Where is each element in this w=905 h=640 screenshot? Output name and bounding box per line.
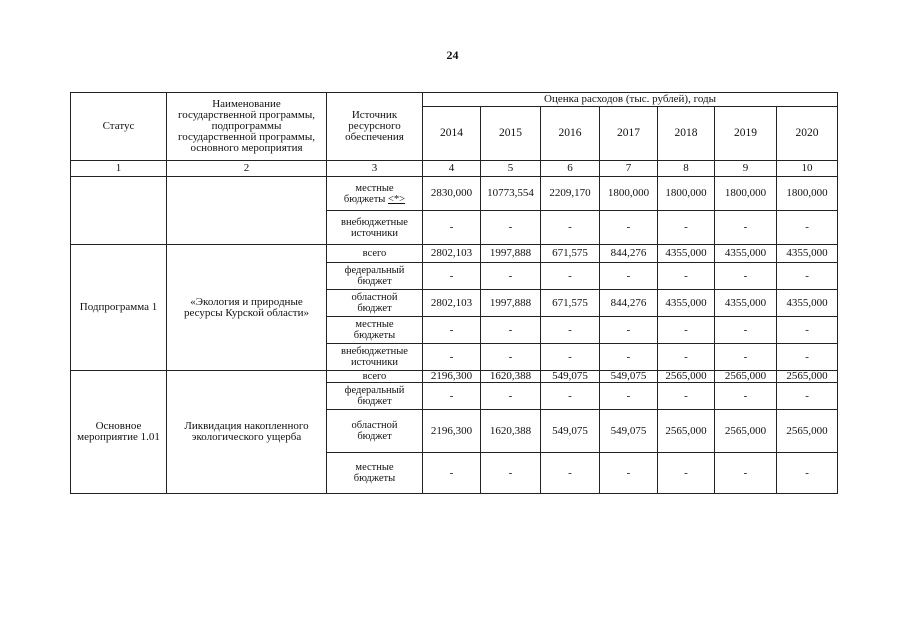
- program-name-line: экологического ущерба: [191, 431, 302, 443]
- value-cell: -: [777, 211, 838, 245]
- header-year: 2017: [600, 107, 658, 161]
- value-cell: 549,075: [600, 410, 658, 453]
- value-cell: -: [541, 211, 600, 245]
- value-cell: -: [715, 211, 777, 245]
- source-cell: [327, 177, 423, 211]
- source-line: местные: [355, 462, 394, 473]
- source-line: местные: [355, 319, 394, 330]
- value-cell: 2565,000: [658, 371, 715, 383]
- value-cell: -: [423, 211, 481, 245]
- column-number: 10: [777, 161, 838, 177]
- header-name-line: Наименование: [212, 98, 281, 110]
- column-number: 9: [715, 161, 777, 177]
- value-cell: -: [600, 344, 658, 371]
- header-source-line: обеспечения: [345, 131, 404, 143]
- table-row: [71, 371, 838, 383]
- value-cell: -: [600, 211, 658, 245]
- value-cell: -: [715, 383, 777, 410]
- value-cell: 4355,000: [777, 245, 838, 263]
- value-cell: -: [658, 344, 715, 371]
- source-line: бюджет: [357, 303, 392, 314]
- value-cell: 10773,554: [481, 177, 541, 211]
- source-cell: всего: [327, 371, 423, 383]
- value-cell: -: [423, 344, 481, 371]
- column-number: 4: [423, 161, 481, 177]
- header-source-line: ресурсного: [348, 120, 401, 132]
- value-cell: 671,575: [541, 290, 600, 317]
- header-year: 2015: [481, 107, 541, 161]
- name-cell-empty: [167, 177, 327, 245]
- value-cell: -: [481, 383, 541, 410]
- value-cell: 1800,000: [715, 177, 777, 211]
- value-cell: -: [423, 317, 481, 344]
- column-numbers-row: [71, 161, 838, 177]
- value-cell: 2565,000: [715, 410, 777, 453]
- header-year: 2014: [423, 107, 481, 161]
- value-cell: -: [658, 263, 715, 290]
- value-cell: 2565,000: [658, 410, 715, 453]
- source-line: федеральный: [344, 385, 405, 396]
- source-cell: [327, 290, 423, 317]
- value-cell: -: [541, 453, 600, 494]
- value-cell: 2196,300: [423, 371, 481, 383]
- source-cell: [327, 211, 423, 245]
- value-cell: 2209,170: [541, 177, 600, 211]
- value-cell: -: [541, 317, 600, 344]
- source-line: областной: [351, 292, 398, 303]
- value-cell: 844,276: [600, 290, 658, 317]
- value-cell: 549,075: [541, 371, 600, 383]
- value-cell: -: [777, 317, 838, 344]
- header-year: 2016: [541, 107, 600, 161]
- value-cell: -: [777, 263, 838, 290]
- value-cell: -: [481, 344, 541, 371]
- source-cell: [327, 344, 423, 371]
- value-cell: 1800,000: [600, 177, 658, 211]
- header-year: 2019: [715, 107, 777, 161]
- value-cell: -: [423, 383, 481, 410]
- source-line: бюджеты: [343, 193, 386, 205]
- status-cell-empty: [71, 177, 167, 245]
- program-name-cell: [167, 371, 327, 494]
- header-year: 2018: [658, 107, 715, 161]
- budget-table: [70, 92, 838, 494]
- column-number: 5: [481, 161, 541, 177]
- column-number: 3: [327, 161, 423, 177]
- source-line: федеральный: [344, 265, 405, 276]
- value-cell: -: [715, 344, 777, 371]
- value-cell: -: [777, 344, 838, 371]
- value-cell: -: [541, 263, 600, 290]
- source-line: внебюджетные: [341, 346, 408, 357]
- source-cell: [327, 317, 423, 344]
- source-line: бюджет: [357, 276, 392, 287]
- value-cell: 4355,000: [658, 290, 715, 317]
- value-cell: 2196,300: [423, 410, 481, 453]
- column-number: 8: [658, 161, 715, 177]
- page-number: 24: [446, 48, 459, 62]
- value-cell: 4355,000: [715, 245, 777, 263]
- table-row: [71, 245, 838, 263]
- source-line: источники: [351, 357, 398, 368]
- status-cell: Подпрограмма 1: [71, 245, 167, 371]
- value-cell: 2565,000: [777, 371, 838, 383]
- value-cell: -: [600, 453, 658, 494]
- value-cell: 1997,888: [481, 245, 541, 263]
- value-cell: 4355,000: [658, 245, 715, 263]
- value-cell: -: [423, 263, 481, 290]
- value-cell: -: [600, 263, 658, 290]
- value-cell: 1800,000: [658, 177, 715, 211]
- source-cell: всего: [327, 245, 423, 263]
- value-cell: -: [481, 317, 541, 344]
- status-line: Основное: [95, 420, 142, 432]
- header-name-line: государственной программы,: [178, 109, 315, 121]
- value-cell: 4355,000: [777, 290, 838, 317]
- value-cell: 2565,000: [777, 410, 838, 453]
- status-line: мероприятие 1.01: [77, 431, 160, 443]
- value-cell: 2830,000: [423, 177, 481, 211]
- status-cell: [71, 371, 167, 494]
- value-cell: -: [658, 383, 715, 410]
- value-cell: -: [658, 453, 715, 494]
- value-cell: -: [600, 317, 658, 344]
- value-cell: -: [541, 344, 600, 371]
- column-number: 2: [167, 161, 327, 177]
- table-row: [71, 177, 838, 211]
- header-status: Статус: [71, 93, 167, 161]
- header-source-line: Источник: [351, 109, 398, 121]
- column-number: 6: [541, 161, 600, 177]
- value-cell: 2565,000: [715, 371, 777, 383]
- value-cell: -: [600, 383, 658, 410]
- source-line: бюджеты: [353, 473, 396, 484]
- value-cell: -: [777, 453, 838, 494]
- value-cell: 2802,103: [423, 245, 481, 263]
- program-name-line: ресурсы Курской области»: [183, 306, 309, 319]
- source-line: источники: [351, 227, 398, 239]
- source-line: местные: [355, 182, 394, 194]
- header-name-line: основного мероприятия: [190, 142, 303, 154]
- value-cell: 2802,103: [423, 290, 481, 317]
- source-line: бюджет: [357, 431, 392, 442]
- value-cell: 4355,000: [715, 290, 777, 317]
- value-cell: -: [715, 317, 777, 344]
- value-cell: 1620,388: [481, 371, 541, 383]
- header-estimate: Оценка расходов (тыс. рублей), годы: [423, 93, 838, 107]
- value-cell: 549,075: [600, 371, 658, 383]
- value-cell: 1620,388: [481, 410, 541, 453]
- value-cell: 671,575: [541, 245, 600, 263]
- source-line: областной: [351, 420, 398, 431]
- value-cell: -: [481, 453, 541, 494]
- source-line: бюджет: [357, 396, 392, 407]
- program-name-line: «Экология и природные: [190, 295, 303, 308]
- value-cell: -: [715, 263, 777, 290]
- program-name-cell: [167, 245, 327, 371]
- value-cell: 844,276: [600, 245, 658, 263]
- header-name-line: государственной программы,: [178, 131, 315, 143]
- source-cell: [327, 410, 423, 453]
- source-cell: [327, 263, 423, 290]
- source-line: внебюджетные: [341, 216, 408, 228]
- header-year: 2020: [777, 107, 838, 161]
- value-cell: -: [481, 211, 541, 245]
- column-number: 7: [600, 161, 658, 177]
- value-cell: 549,075: [541, 410, 600, 453]
- value-cell: -: [423, 453, 481, 494]
- value-cell: -: [658, 317, 715, 344]
- value-cell: -: [541, 383, 600, 410]
- header-program-name: [167, 93, 327, 161]
- value-cell: -: [658, 211, 715, 245]
- source-cell: [327, 383, 423, 410]
- value-cell: -: [481, 263, 541, 290]
- value-cell: 1800,000: [777, 177, 838, 211]
- header-name-line: подпрограммы: [211, 120, 282, 132]
- value-cell: -: [715, 453, 777, 494]
- footnote-link[interactable]: <*>: [387, 193, 406, 205]
- header-source: [327, 93, 423, 161]
- source-cell: [327, 453, 423, 494]
- value-cell: -: [777, 383, 838, 410]
- value-cell: 1997,888: [481, 290, 541, 317]
- program-name-line: Ликвидация накопленного: [184, 420, 309, 432]
- column-number: 1: [71, 161, 167, 177]
- source-line: бюджеты: [353, 330, 396, 341]
